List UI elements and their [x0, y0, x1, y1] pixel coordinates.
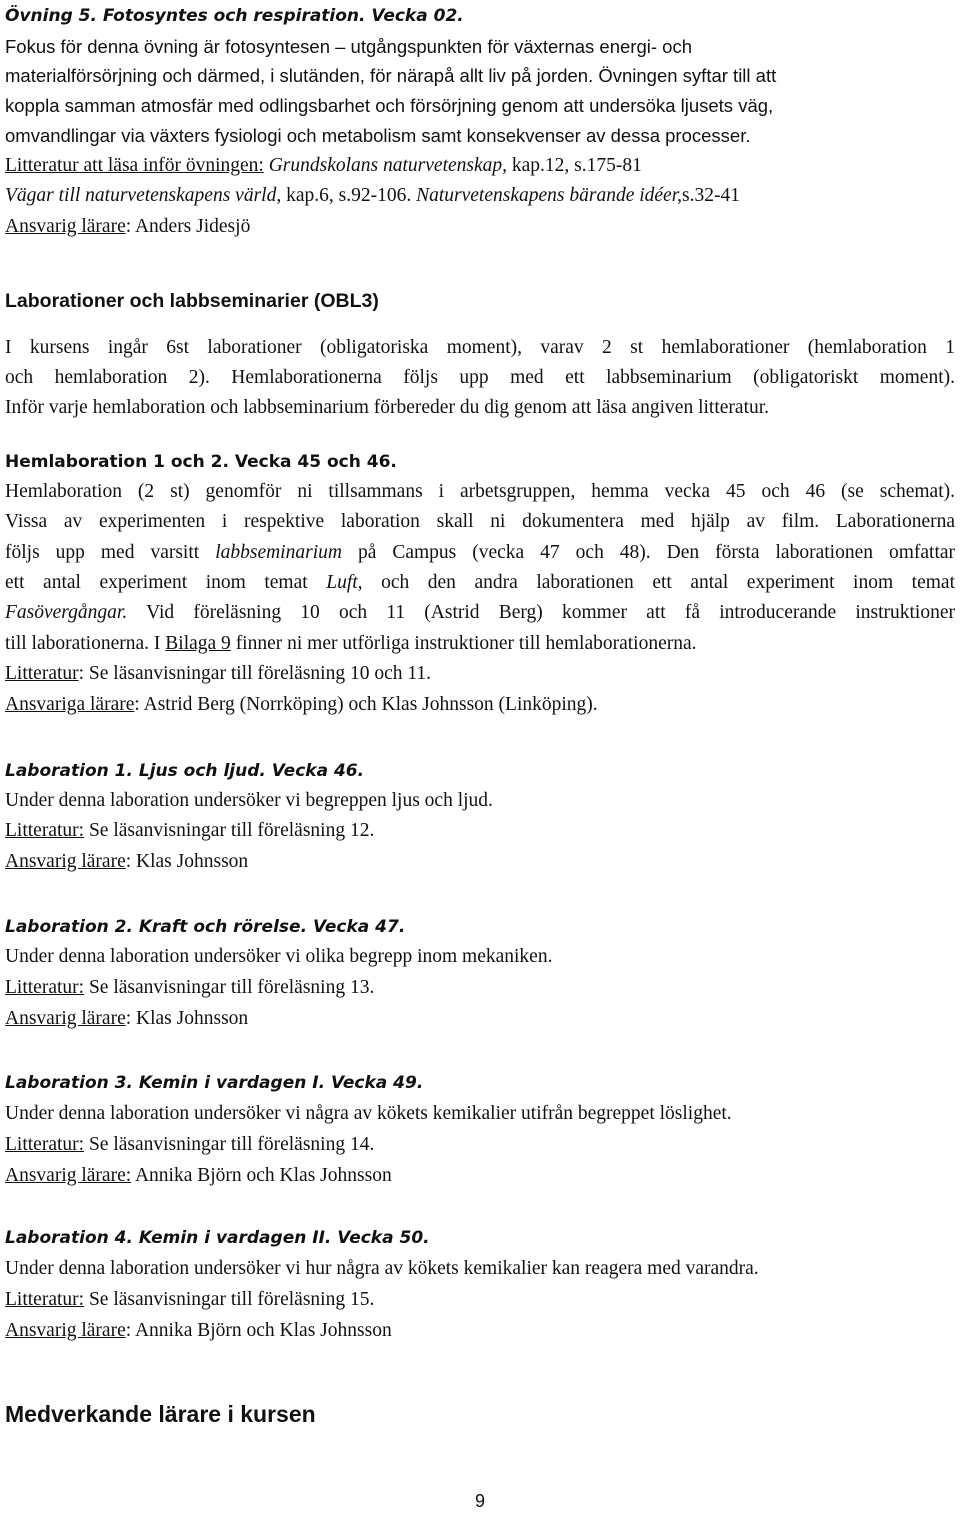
literature-book-3-ref: s.32-41 — [682, 185, 740, 206]
lab-1-literature — [5, 819, 374, 843]
intro-line-4: omvandlingar via växters fysiologi och metabolism samt konsekvenser av dessa processer. — [5, 125, 751, 146]
lab-4-description: Under denna laboration undersöker vi hur några av kökets kemikalier kan reagera med varandra. — [5, 1258, 759, 1279]
lab-1-teacher — [5, 850, 248, 874]
lab-3-description: Under denna laboration undersöker vi några av kökets kemikalier utifrån begreppet löslighet. — [5, 1103, 732, 1124]
hemlab-line-4c: och den andra laborationen ett antal experiment inom temat — [381, 572, 955, 593]
theme-luft: Luft, — [326, 572, 363, 593]
lab-2-teacher-label: Ansvarig lärare — [5, 1008, 126, 1029]
teacher-line — [5, 215, 250, 239]
literature-book-2: Vägar till naturvetenskapens värld, — [5, 185, 282, 206]
exercise-title: Övning 5. Fotosyntes och respiration. Vecka 02. — [5, 6, 464, 26]
hemlab-line-4 — [5, 571, 955, 595]
hemlab-literature-label: Litteratur — [5, 663, 79, 684]
lab-1-heading — [5, 759, 364, 783]
lab-2-literature-value: Se läsanvisningar till föreläsning 13. — [84, 977, 375, 998]
intro-line-3: koppla samman atmosfär med odlingsbarhet och försörjning genom att undersöka ljusets väg, — [5, 95, 774, 116]
lab-4-literature — [5, 1288, 374, 1312]
lab-4-teacher — [5, 1319, 392, 1343]
hemlab-line-5 — [5, 601, 955, 625]
lab-3-heading: Laboration 3. Kemin i vardagen I. Vecka 49. — [5, 1073, 424, 1093]
lab-3-literature-label: Litteratur: — [5, 1134, 85, 1155]
lab-2-heading: Laboration 2. Kraft och rörelse. Vecka 47. — [5, 917, 406, 937]
lab-2-literature — [5, 976, 374, 1000]
section-paragraph-line-2: och hemlaboration 2). Hemlaborationerna följs upp med ett labbseminarium (obligatoriskt moment). — [5, 367, 955, 388]
final-heading: Medverkande lärare i kursen — [5, 1401, 316, 1427]
hemlab-heading: Hemlaboration 1 och 2. Vecka 45 och 46. — [5, 452, 397, 472]
hemlab-line-2: Vissa av experimenten i respektive laboration skall ni dokumentera med hjälp av film. Laborationerna — [5, 511, 955, 532]
lab-4-teacher-value: : Annika Björn och Klas Johnsson — [125, 1320, 392, 1341]
lab-1-teacher-label: Ansvarig lärare — [5, 851, 126, 872]
literature-book-3: Naturvetenskapens bärande idéer, — [416, 185, 683, 206]
hemlab-line-3c: på Campus (vecka 47 och 48). Den första laborationen omfattar — [357, 542, 956, 563]
lab-1-literature-value: Se läsanvisningar till föreläsning 12. — [84, 820, 375, 841]
theme-fasovergangar: Fasövergångar. — [5, 602, 128, 623]
intro-line-1: Fokus för denna övning är fotosyntesen – utgångspunkten för växternas energi- och — [5, 36, 692, 57]
section-paragraph-line-3: Inför varje hemlaboration och labbseminarium förbereder du dig genom att läsa angiven litteratur. — [5, 397, 770, 418]
teacher-label: Ansvarig lärare — [5, 216, 126, 237]
lab-2-description: Under denna laboration undersöker vi olika begrepp inom mekaniken. — [5, 946, 553, 967]
intro-line-2: materialförsörjning och därmed, i slutänden, för närapå allt liv på jorden. Övningen syftar till att — [5, 65, 777, 86]
lab-1-literature-label: Litteratur: — [5, 820, 85, 841]
lab-2-teacher-value: : Klas Johnsson — [125, 1008, 249, 1029]
hemlab-line-1: Hemlaboration (2 st) genomför ni tillsammans i arbetsgruppen, hemma vecka 45 och 46 (se schemat). — [5, 481, 955, 502]
literature-line-2 — [5, 184, 740, 208]
hemlab-teachers-value: : Astrid Berg (Norrköping) och Klas Johnsson (Linköping). — [134, 694, 598, 715]
hemlab-teachers — [5, 693, 598, 717]
lab-2-literature-label: Litteratur: — [5, 977, 85, 998]
literature-book-1: Grundskolans naturvetenskap, — [268, 155, 508, 176]
lab-3-literature — [5, 1133, 374, 1157]
hemlab-literature — [5, 662, 431, 686]
hemlab-line-3 — [5, 541, 955, 565]
literature-line — [5, 154, 642, 178]
hemlab-line-5b: Vid föreläsning 10 och 11 (Astrid Berg) kommer att få introducerande instruktioner — [146, 602, 955, 623]
page-number: 9 — [474, 1491, 485, 1511]
bilaga-link[interactable]: Bilaga 9 — [165, 633, 231, 654]
hemlab-line-4a: ett antal experiment inom temat — [5, 572, 308, 593]
lab-1-teacher-value: : Klas Johnsson — [125, 851, 249, 872]
lab-1-description: Under denna laboration undersöker vi begreppen ljus och ljud. — [5, 790, 493, 811]
lab-3-literature-value: Se läsanvisningar till föreläsning 14. — [84, 1134, 375, 1155]
lab-4-literature-value: Se läsanvisningar till föreläsning 15. — [84, 1289, 375, 1310]
teacher-value: : Anders Jidesjö — [125, 216, 251, 237]
lab-3-teacher-label: Ansvarig lärare: — [5, 1165, 132, 1186]
lab-4-literature-label: Litteratur: — [5, 1289, 85, 1310]
lab-3-teacher-value: Annika Björn och Klas Johnsson — [131, 1165, 392, 1186]
hemlab-line-6 — [5, 632, 697, 656]
lab-4-heading: Laboration 4. Kemin i vardagen II. Vecka 50. — [5, 1228, 430, 1248]
lab-2-teacher — [5, 1007, 248, 1031]
section-paragraph-line-1: I kursens ingår 6st laborationer (obligatoriska moment), varav 2 st hemlaborationer (hemlaboration 1 — [5, 337, 955, 358]
lab-4-teacher-label: Ansvarig lärare — [5, 1320, 126, 1341]
hemlab-line-6a: till laborationerna. I — [5, 633, 161, 654]
literature-label: Litteratur att läsa inför övningen: — [5, 155, 264, 176]
hemlab-line-6c: finner ni mer utförliga instruktioner till hemlaborationerna. — [235, 633, 697, 654]
lab-1-heading-text: Laboration 1. Ljus och ljud. Vecka 46. — [5, 761, 365, 781]
literature-book-1-ref: kap.12, s.175-81 — [511, 155, 642, 176]
labbseminarium-term: labbseminarium — [215, 542, 342, 563]
hemlab-literature-value: : Se läsanvisningar till föreläsning 10 och 11. — [78, 663, 432, 684]
section-heading: Laborationer och labbseminarier (OBL3) — [5, 290, 379, 312]
hemlab-teachers-label: Ansvariga lärare — [5, 694, 135, 715]
hemlab-line-3a: följs upp med varsitt — [5, 542, 200, 563]
literature-book-2-ref: kap.6, s.92-106. — [286, 185, 412, 206]
lab-3-teacher — [5, 1164, 392, 1188]
